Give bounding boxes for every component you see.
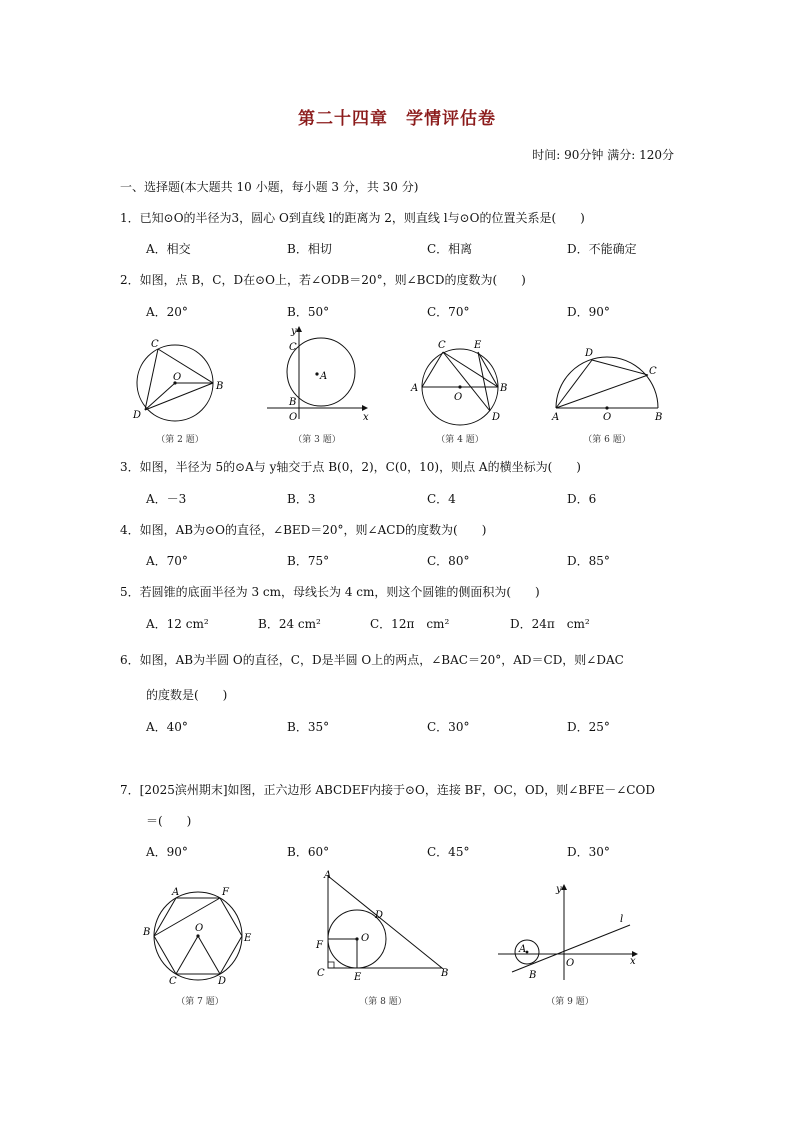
question-3-option-d: D．6 — [567, 492, 597, 506]
fig4-label-b: B — [500, 383, 508, 394]
fig7-label-e: E — [244, 933, 252, 944]
fig4-label-e: E — [474, 340, 482, 351]
question-6-option-d: D．25° — [567, 720, 610, 734]
fig9-label-o: O — [566, 958, 575, 969]
question-6-option-c: C．30° — [427, 720, 470, 734]
fig9-label-l: l — [620, 914, 624, 925]
fig6-label-b: B — [655, 412, 663, 423]
fig6-label-c: C — [649, 366, 657, 377]
fig9-label-b: B — [529, 970, 537, 981]
question-5-option-b: B．24 cm² — [258, 617, 321, 631]
question-3-option-b: B．3 — [287, 492, 316, 506]
fig3-label-b: B — [289, 397, 297, 408]
fig2-label-d: D — [133, 410, 142, 421]
question-7-option-d: D．30° — [567, 845, 610, 859]
fig9-label-y: y — [556, 884, 562, 895]
fig3-label-c: C — [289, 342, 297, 353]
figure-4 — [408, 332, 518, 432]
question-1-option-d: D．不能确定 — [567, 242, 637, 256]
caption-fig-9: （第 9 题） — [546, 997, 594, 1007]
question-7-stem: 7．[2025滨州期末]如图，正六边形 ABCDEF内接于⊙O，连接 BF，OC，OD，则∠BFE－∠COD — [120, 783, 655, 797]
figure-6 — [542, 338, 672, 428]
fig9-label-x: x — [630, 956, 636, 967]
question-1-option-b: B．相切 — [287, 242, 332, 256]
question-1-option-c: C．相离 — [427, 242, 473, 256]
question-7-option-b: B．60° — [287, 845, 330, 859]
fig8-label-c: C — [317, 968, 325, 979]
fig9-label-a: A — [519, 944, 527, 955]
fig4-label-c: C — [438, 340, 446, 351]
question-1-stem: 1．已知⊙O的半径为3，圆心 O到直线 l的距离为 2，则直线 l与⊙O的位置关系是( ) — [120, 211, 585, 225]
question-2-stem: 2．如图，点 B，C，D在⊙O上，若∠ODB＝20°，则∠BCD的度数为( ) — [120, 273, 526, 287]
fig3-label-a: A — [320, 371, 328, 382]
question-1-option-a: A．相交 — [146, 242, 191, 256]
question-6-stem-continued: 的度数是( ) — [146, 688, 228, 702]
fig8-label-e: E — [354, 972, 362, 983]
exam-meta: 时间: 90分钟 满分: 120分 — [532, 148, 674, 162]
question-4-option-b: B．75° — [287, 554, 330, 568]
question-4-stem: 4．如图，AB为⊙O的直径，∠BED＝20°，则∠ACD的度数为( ) — [120, 523, 487, 537]
question-7-stem-continued: ＝( ) — [146, 814, 192, 828]
question-3-option-c: C．4 — [427, 492, 456, 506]
fig2-label-c: C — [151, 339, 159, 350]
figure-3 — [264, 322, 374, 422]
fig3-label-y: y — [291, 326, 297, 337]
caption-fig-3: （第 3 题） — [293, 435, 341, 445]
fig2-label-b: B — [216, 381, 224, 392]
fig8-label-f: F — [316, 940, 323, 951]
figure-7 — [140, 882, 260, 987]
question-6-option-a: A．40° — [146, 720, 188, 734]
question-5-option-d: D．24π cm² — [510, 617, 590, 631]
question-4-option-a: A．70° — [146, 554, 188, 568]
figure-9 — [494, 880, 644, 985]
fig8-label-a: A — [324, 870, 332, 881]
question-6-option-b: B．35° — [287, 720, 330, 734]
fig7-label-c: C — [169, 976, 177, 987]
question-6-stem: 6．如图，AB为半圆 O的直径，C，D是半圆 O上的两点，∠BAC＝20°，AD＝CD，则∠DAC — [120, 653, 624, 667]
fig3-label-o: O — [289, 412, 298, 422]
figure-2 — [125, 330, 235, 430]
question-3-option-a: A．－3 — [146, 492, 187, 506]
fig7-label-o: O — [195, 923, 204, 934]
fig4-label-a: A — [411, 383, 419, 394]
fig7-label-f: F — [222, 887, 229, 898]
question-5-option-a: A．12 cm² — [146, 617, 209, 631]
question-7-option-a: A．90° — [146, 845, 188, 859]
question-7-option-c: C．45° — [427, 845, 470, 859]
page-title: 第二十四章 学情评估卷 — [298, 109, 496, 129]
fig8-label-d: D — [375, 910, 384, 921]
fig6-label-d: D — [585, 348, 594, 359]
fig2-label-o: O — [173, 372, 182, 383]
figure-8 — [310, 868, 460, 983]
fig4-label-o: O — [454, 392, 463, 403]
question-5-stem: 5．若圆锥的底面半径为 3 cm，母线长为 4 cm，则这个圆锥的侧面积为( ) — [120, 585, 540, 599]
caption-fig-7: （第 7 题） — [176, 997, 224, 1007]
question-2-option-d: D．90° — [567, 305, 610, 319]
question-4-option-d: D．85° — [567, 554, 610, 568]
question-2-option-b: B．50° — [287, 305, 330, 319]
fig7-label-d: D — [218, 976, 227, 987]
question-2-option-c: C．70° — [427, 305, 470, 319]
fig6-label-a: A — [552, 412, 560, 423]
caption-fig-6: （第 6 题） — [583, 435, 631, 445]
fig6-label-o: O — [603, 412, 612, 423]
caption-fig-8: （第 8 题） — [359, 997, 407, 1007]
caption-fig-4: （第 4 题） — [436, 435, 484, 445]
section-heading: 一、选择题(本大题共 10 小题，每小题 3 分，共 30 分) — [120, 180, 419, 194]
fig7-label-a: A — [172, 887, 180, 898]
question-4-option-c: C．80° — [427, 554, 470, 568]
fig8-label-b: B — [441, 968, 449, 979]
caption-fig-2: （第 2 题） — [156, 435, 204, 445]
fig8-label-o: O — [361, 933, 370, 944]
fig7-label-b: B — [143, 927, 151, 938]
question-3-stem: 3．如图，半径为 5的⊙A与 y轴交于点 B(0，2)，C(0，10)，则点 A的横坐标为( ) — [120, 460, 581, 474]
question-2-option-a: A．20° — [146, 305, 188, 319]
fig3-label-x: x — [363, 412, 369, 422]
fig4-label-d: D — [492, 412, 501, 423]
question-5-option-c: C．12π cm² — [370, 617, 450, 631]
